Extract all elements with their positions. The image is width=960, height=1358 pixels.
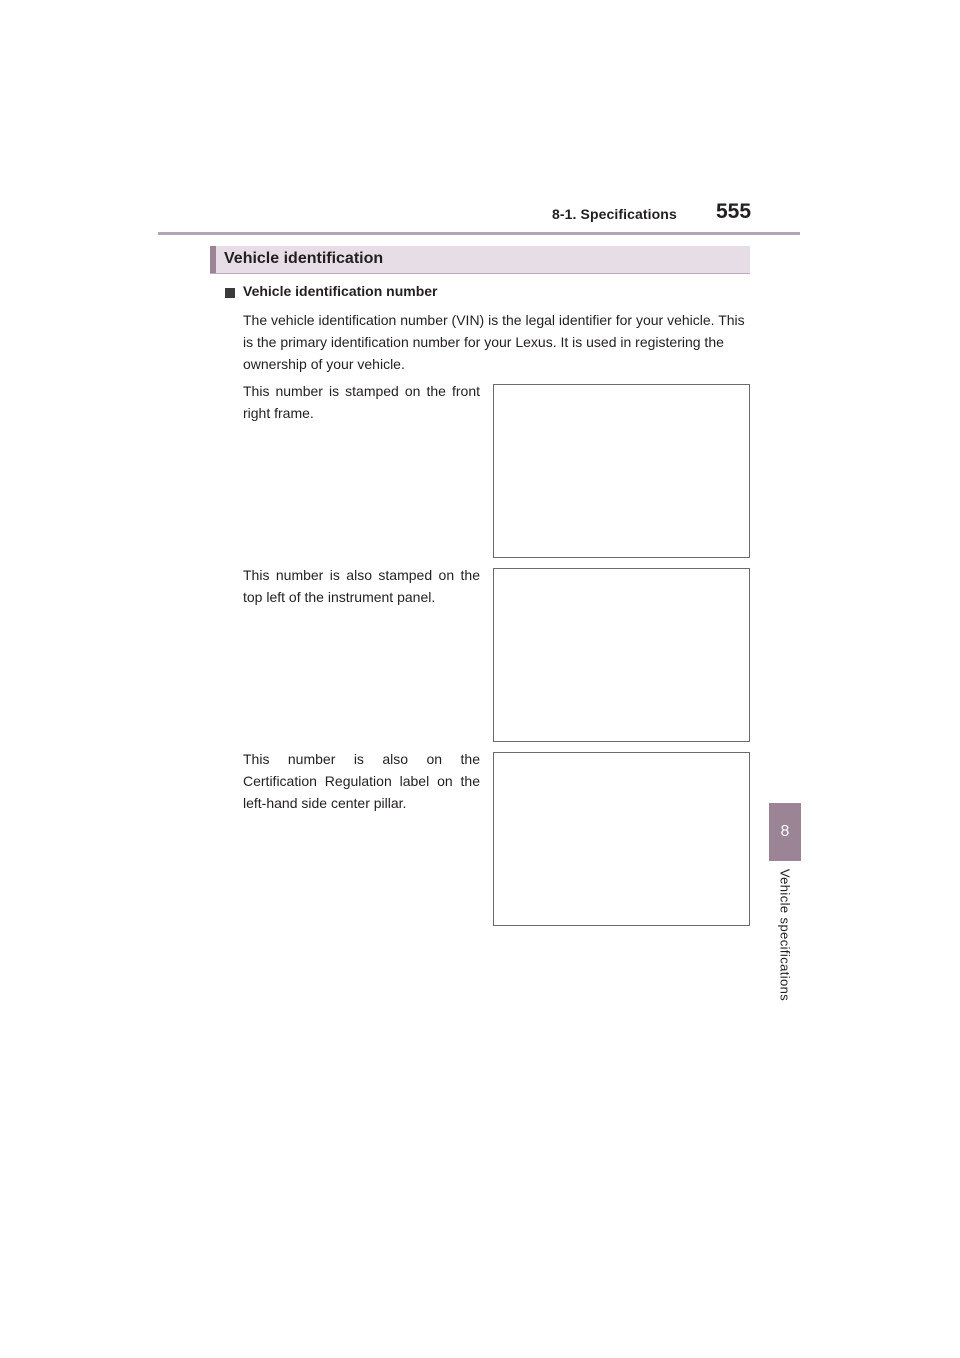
section-title: Vehicle identification: [224, 250, 384, 267]
center-pillar-illustration: [493, 752, 750, 926]
chapter-title: Vehicle specifications: [777, 868, 793, 1002]
instrument-panel-illustration: [493, 568, 750, 742]
front-frame-illustration: [493, 384, 750, 558]
page-number: 555: [716, 200, 752, 223]
running-header-section: 8-1. Specifications: [552, 206, 677, 222]
chapter-tab: [769, 803, 801, 861]
header-divider: [158, 232, 800, 235]
location-text-front-frame: This number is stamped on the front right frame.: [243, 383, 480, 421]
location-text-center-pillar: This number is also on the Certification Regulation label on the left-hand side center pillar.: [243, 751, 480, 811]
section-heading-accent: [210, 246, 216, 273]
subsection-title: Vehicle identification number: [243, 283, 438, 299]
chapter-number: 8: [780, 823, 790, 840]
square-bullet-icon: [225, 288, 235, 298]
vin-description: The vehicle identification number (VIN) is the legal identifier for your vehicle. This is the primary identification number for your Lexus. It is used in registering the ownership of your vehicle.: [243, 312, 745, 372]
section-heading: [210, 246, 750, 274]
location-text-instrument-panel: This number is also stamped on the top left of the instrument panel.: [243, 567, 480, 605]
